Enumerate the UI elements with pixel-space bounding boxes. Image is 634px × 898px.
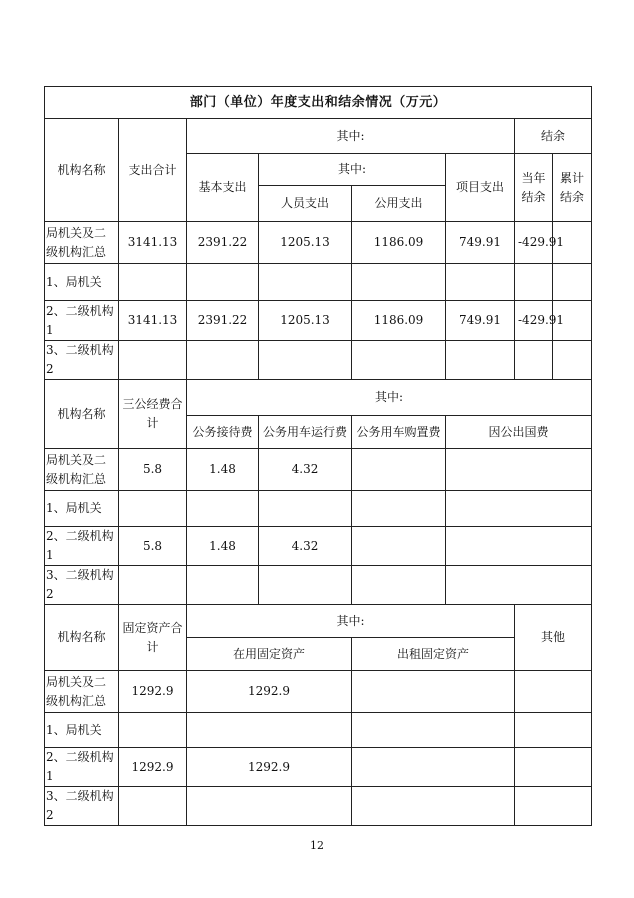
s2-row-total: 5.8: [119, 449, 187, 491]
s3-row-in-use: [187, 713, 352, 748]
table-row: [45, 566, 592, 605]
s2-row-vehicle-run: [259, 491, 352, 527]
s1-header-org: 机构名称: [45, 119, 119, 222]
s1-row-basic: [187, 264, 259, 301]
table-row: [45, 527, 592, 566]
s1-header-basic: 基本支出: [187, 154, 259, 222]
s2-header-of-which: 其中:: [187, 380, 592, 416]
s3-row-rented: [352, 671, 515, 713]
s3-row-name: 2、二级机构1: [45, 748, 119, 787]
s2-header-reception: 公务接待费: [187, 416, 259, 449]
s2-row-reception: [187, 566, 259, 605]
s3-row-other: [515, 748, 592, 787]
s1-row-name: 2、二级机构1: [45, 301, 119, 341]
s1-row-current-balance: [515, 264, 553, 301]
s1-row-basic: 2391.22: [187, 301, 259, 341]
s1-header-balance: 结余: [515, 119, 592, 154]
s2-row-vehicle-run: 4.32: [259, 527, 352, 566]
s3-header-org: 机构名称: [45, 605, 119, 671]
s1-row-name: 1、局机关: [45, 264, 119, 301]
s3-header-rented: 出租固定资产: [352, 638, 515, 671]
s1-row-project: [446, 341, 515, 380]
s3-row-in-use: 1292.9: [187, 671, 352, 713]
s2-row-vehicle-run: [259, 566, 352, 605]
s2-header-org: 机构名称: [45, 380, 119, 449]
table-row: [45, 301, 592, 341]
s3-row-total: 1292.9: [119, 748, 187, 787]
table-row: [45, 491, 592, 527]
s1-header-of-which2: 其中:: [259, 154, 446, 186]
s2-row-name: 2、二级机构1: [45, 527, 119, 566]
table-row: [45, 748, 592, 787]
s2-row-abroad: [446, 566, 592, 605]
s2-row-reception: 1.48: [187, 527, 259, 566]
s1-row-total: 3141.13: [119, 222, 187, 264]
s2-row-total: [119, 491, 187, 527]
s1-row-basic: [187, 341, 259, 380]
s2-header-vehicle-run: 公务用车运行费: [259, 416, 352, 449]
s1-header-total: 支出合计: [119, 119, 187, 222]
s2-row-vehicle-buy: [352, 491, 446, 527]
s1-row-public: [352, 341, 446, 380]
s1-row-project: [446, 264, 515, 301]
s3-row-total: [119, 713, 187, 748]
s3-header-of-which: 其中:: [187, 605, 515, 638]
s2-row-total: 5.8: [119, 527, 187, 566]
s3-row-other: [515, 713, 592, 748]
s1-row-project: 749.91: [446, 222, 515, 264]
s3-row-total: [119, 787, 187, 826]
s1-row-basic: 2391.22: [187, 222, 259, 264]
table-title: 部门（单位）年度支出和结余情况（万元）: [45, 87, 592, 119]
s3-header-in-use: 在用固定资产: [187, 638, 352, 671]
s3-header-other: 其他: [515, 605, 592, 671]
table-row: [45, 264, 592, 301]
s1-row-current-balance: -429.91: [515, 222, 553, 264]
s3-row-rented: [352, 713, 515, 748]
s1-header-of-which: 其中:: [187, 119, 515, 154]
s2-row-reception: 1.48: [187, 449, 259, 491]
s2-row-total: [119, 566, 187, 605]
s3-row-total: 1292.9: [119, 671, 187, 713]
s1-row-current-balance: [515, 341, 553, 380]
s2-row-abroad: [446, 491, 592, 527]
s2-row-vehicle-run: 4.32: [259, 449, 352, 491]
s1-header-personnel: 人员支出: [259, 186, 352, 222]
s1-row-total: [119, 341, 187, 380]
s2-row-vehicle-buy: [352, 527, 446, 566]
s2-row-abroad: [446, 527, 592, 566]
s1-header-cumulative-balance: 累计结余: [553, 154, 592, 222]
table-row: [45, 341, 592, 380]
s2-header-total: 三公经费合计: [119, 380, 187, 449]
page-number: 12: [310, 839, 324, 852]
s3-row-other: [515, 787, 592, 826]
s3-row-rented: [352, 748, 515, 787]
s1-header-public: 公用支出: [352, 186, 446, 222]
s3-row-name: 局机关及二级机构汇总: [45, 671, 119, 713]
s2-header-abroad: 因公出国费: [446, 416, 592, 449]
s2-row-abroad: [446, 449, 592, 491]
s1-row-name: 3、二级机构2: [45, 341, 119, 380]
s1-row-personnel: 1205.13: [259, 301, 352, 341]
s3-row-in-use: [187, 787, 352, 826]
s3-row-name: 1、局机关: [45, 713, 119, 748]
s3-row-rented: [352, 787, 515, 826]
s1-row-project: 749.91: [446, 301, 515, 341]
s1-row-current-balance: -429.91: [515, 301, 553, 341]
budget-table: [44, 86, 592, 826]
s1-row-public: 1186.09: [352, 301, 446, 341]
s2-row-reception: [187, 491, 259, 527]
s1-header-current-balance: 当年结余: [515, 154, 553, 222]
s1-row-public: 1186.09: [352, 222, 446, 264]
s2-row-name: 局机关及二级机构汇总: [45, 449, 119, 491]
s1-row-public: [352, 264, 446, 301]
s2-header-vehicle-buy: 公务用车购置费: [352, 416, 446, 449]
table-row: [45, 222, 592, 264]
s1-row-total: [119, 264, 187, 301]
table-row: [45, 713, 592, 748]
s1-row-total: 3141.13: [119, 301, 187, 341]
s2-row-name: 3、二级机构2: [45, 566, 119, 605]
table-row: [45, 449, 592, 491]
s2-row-name: 1、局机关: [45, 491, 119, 527]
s3-row-name: 3、二级机构2: [45, 787, 119, 826]
s1-row-cumulative-balance: [553, 264, 592, 301]
table-row: [45, 787, 592, 826]
s2-row-vehicle-buy: [352, 566, 446, 605]
s1-row-personnel: 1205.13: [259, 222, 352, 264]
s3-header-total: 固定资产合计: [119, 605, 187, 671]
s2-row-vehicle-buy: [352, 449, 446, 491]
s1-row-personnel: [259, 264, 352, 301]
table-row: [45, 671, 592, 713]
s1-row-cumulative-balance: [553, 341, 592, 380]
s1-row-name: 局机关及二级机构汇总: [45, 222, 119, 264]
s3-row-other: [515, 671, 592, 713]
s1-row-personnel: [259, 341, 352, 380]
s3-row-in-use: 1292.9: [187, 748, 352, 787]
s1-header-project: 项目支出: [446, 154, 515, 222]
